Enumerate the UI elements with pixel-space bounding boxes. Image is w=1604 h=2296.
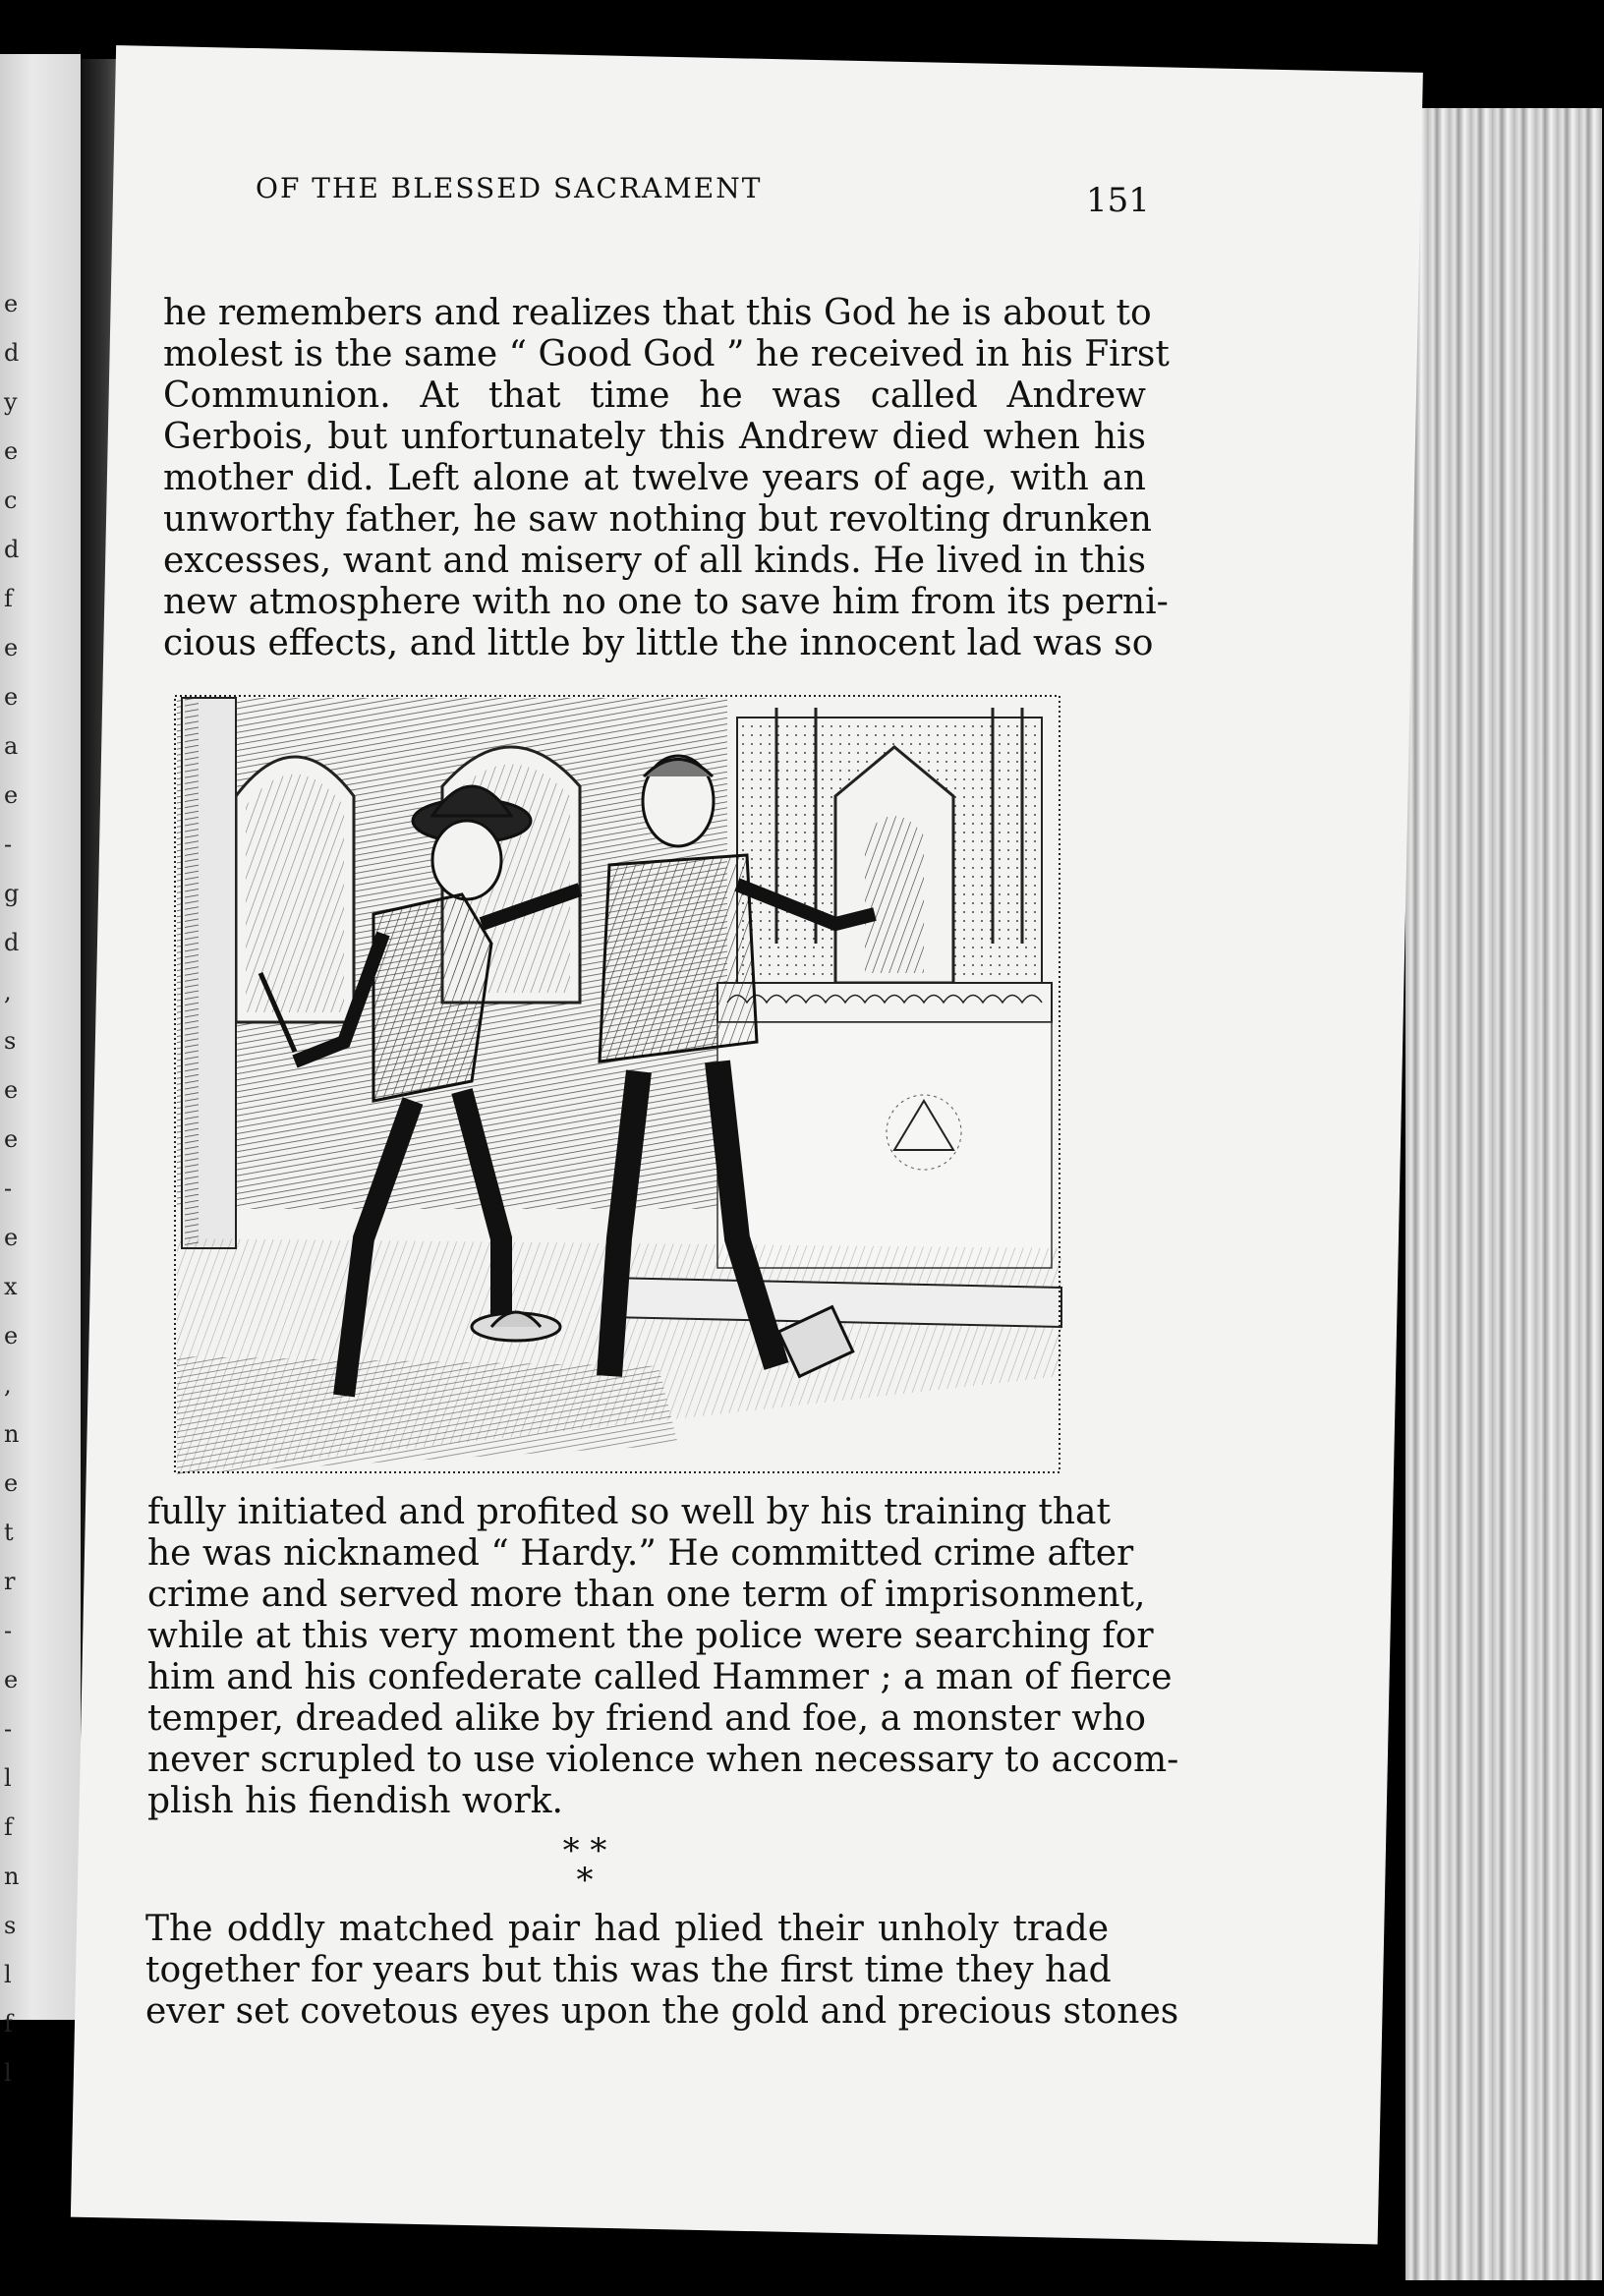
margin-char: s: [4, 1027, 17, 1055]
altar-front: [717, 1022, 1052, 1268]
text-line: mother did. Left alone at twelve years of age, with an: [163, 458, 1146, 498]
margin-char: -: [4, 1175, 13, 1202]
margin-char: e: [4, 290, 19, 317]
margin-char: l: [4, 1961, 12, 1988]
margin-char: e: [4, 1469, 19, 1497]
text-line: him and his confederate called Hammer ; a man of fierce: [147, 1657, 1173, 1697]
text-line: Communion. At that time he was called Andrew: [163, 375, 1146, 416]
text-line: Gerbois, but unfortunately this Andrew died when his: [163, 417, 1146, 457]
text-line: unworthy father, he saw nothing but revolting drunken: [163, 499, 1152, 540]
page-number: 151: [1086, 181, 1150, 220]
margin-char: f: [4, 1813, 13, 1841]
engraving-illustration: [147, 688, 1096, 1484]
section-break-asterism: * * *: [562, 1831, 607, 1900]
margin-char: ,: [4, 978, 12, 1005]
margin-char: e: [4, 1666, 19, 1693]
paragraph-1: [163, 293, 1170, 664]
margin-char: f: [4, 585, 13, 612]
text-line: crime and served more than one term of imprisonment,: [147, 1575, 1146, 1615]
margin-char: ,: [4, 1371, 12, 1399]
margin-char: -: [4, 831, 13, 858]
margin-char: e: [4, 1076, 19, 1104]
margin-char: n: [4, 1420, 20, 1448]
margin-char: d: [4, 536, 20, 563]
text-line: plish his fiendish work.: [147, 1781, 563, 1821]
page-edges-stack: [1405, 108, 1602, 2280]
margin-char: t: [4, 1519, 14, 1546]
margin-char: l: [4, 1764, 12, 1792]
text-line: together for years but this was the first time they had: [145, 1950, 1112, 1990]
paragraph-3: [145, 1909, 1179, 2033]
margin-char: -: [4, 1617, 13, 1644]
margin-char: l: [4, 2059, 12, 2087]
margin-char: e: [4, 634, 19, 661]
text-line: molest is the same “ Good God ” he received in his First: [163, 334, 1170, 374]
margin-char: d: [4, 339, 20, 367]
text-line: ever set covetous eyes upon the gold and precious stones: [145, 1991, 1179, 2032]
text-line: never scrupled to use violence when necessary to accom-: [147, 1740, 1179, 1780]
text-line: The oddly matched pair had plied their unholy trade: [145, 1909, 1109, 1949]
text-line: cious effects, and little by little the innocent lad was so: [163, 623, 1154, 663]
text-line: new atmosphere with no one to save him from its perni-: [163, 582, 1169, 622]
margin-char: r: [4, 1568, 16, 1595]
margin-char: y: [4, 388, 18, 416]
margin-char: e: [4, 437, 19, 465]
margin-char: e: [4, 1125, 19, 1153]
margin-char: s: [4, 1912, 17, 1939]
margin-char: x: [4, 1273, 18, 1300]
margin-char: e: [4, 1224, 19, 1251]
margin-char: e: [4, 683, 19, 711]
text-line: excesses, want and misery of all kinds. He lived in this: [163, 541, 1146, 581]
previous-page-edge: [0, 54, 81, 2087]
margin-char: c: [4, 487, 18, 514]
paragraph-2: [147, 1492, 1179, 1822]
margin-char: n: [4, 1863, 20, 1890]
margin-char: e: [4, 781, 19, 809]
margin-char: a: [4, 732, 19, 760]
running-head: OF THE BLESSED SACRAMENT: [256, 172, 763, 204]
text-line: fully initiated and profited so well by his training that: [147, 1492, 1111, 1532]
margin-char: d: [4, 929, 20, 956]
margin-char: -: [4, 1715, 13, 1743]
text-line: he was nicknamed “ Hardy.” He committed crime after: [147, 1533, 1134, 1574]
margin-char: g: [4, 880, 20, 907]
text-line: temper, dreaded alike by friend and foe, a monster who: [147, 1698, 1146, 1739]
margin-char: f: [4, 2010, 13, 2038]
text-line: while at this very moment the police were searching for: [147, 1616, 1154, 1656]
margin-char: e: [4, 1322, 19, 1349]
text-line: he remembers and realizes that this God he is about to: [163, 293, 1152, 333]
